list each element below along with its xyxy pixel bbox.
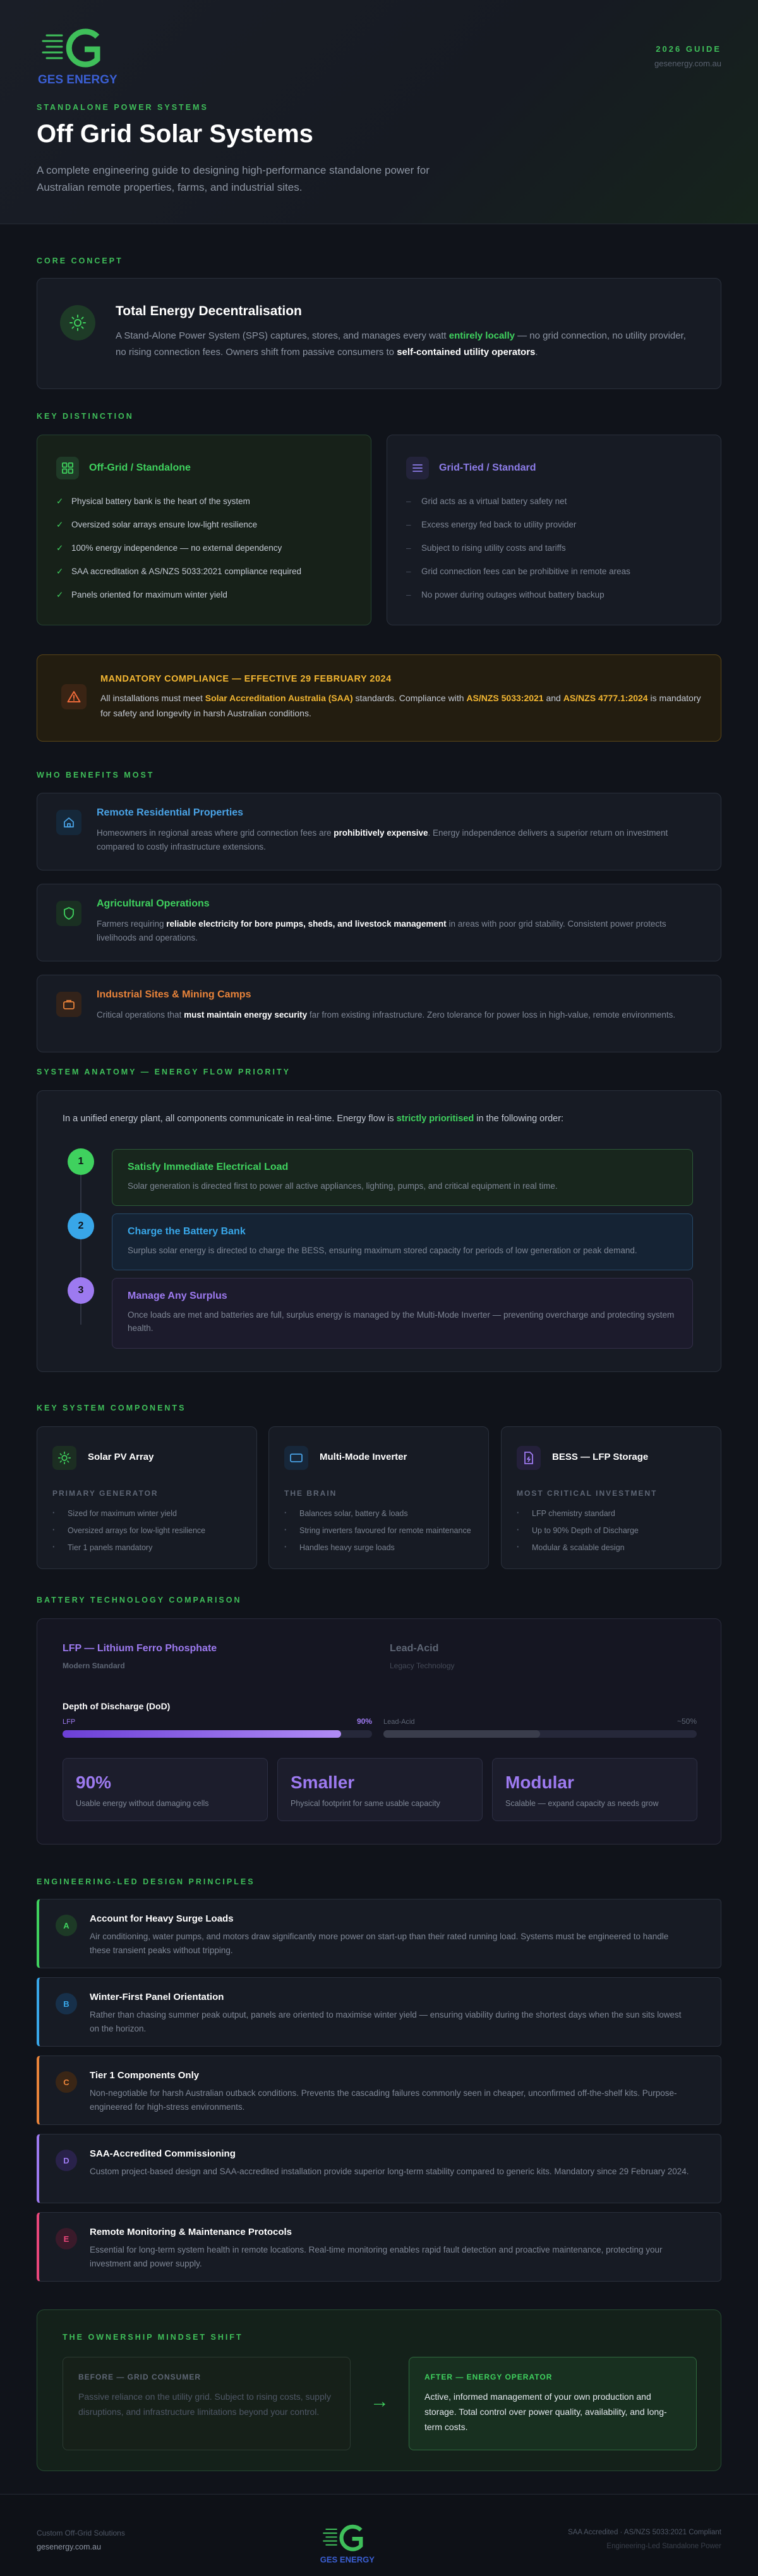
hero-subtitle: A complete engineering guide to designing high-performance standalone power for Australian remote properties, farms, and industrial sites. <box>37 164 430 193</box>
footer-logo[interactable] <box>319 2522 376 2564</box>
benefit-desc: Critical operations that must maintain energy security far from existing infrastructure. Zero tolerance for power loss in high-value, remote environments. <box>97 1010 676 1020</box>
component-title: Multi-Mode Inverter <box>320 1452 407 1462</box>
benefits-list <box>37 793 721 1053</box>
list-item: · Balances solar, battery & loads <box>284 1508 474 1519</box>
before-panel <box>63 2357 351 2450</box>
list-item: – Subject to rising utility costs and tariffs <box>406 543 709 554</box>
component-list <box>52 1508 242 1559</box>
stat-card <box>63 1758 268 1821</box>
list-item: ✓ SAA accreditation & AS/NZS 5033:2021 compliance required <box>56 566 359 577</box>
benefits-kicker: WHO BENEFITS MOST <box>37 771 155 779</box>
lfp-subtitle: Modern Standard <box>63 1661 125 1670</box>
ongrid-card <box>387 435 721 625</box>
component-title: BESS — LFP Storage <box>552 1452 649 1462</box>
component-role: MOST CRITICAL INVESTMENT <box>517 1489 658 1498</box>
benefit-desc: Farmers requiring reliable electricity for bore pumps, sheds, and livestock management in areas with poor grid stability. Consistent power protects livelihoods and operations. <box>97 919 666 942</box>
principle-letter: E <box>56 2228 77 2249</box>
list-icon <box>406 457 429 479</box>
anatomy-intro: In a unified energy plant, all components communicate in real-time. Energy flow is strictly prioritised in the following order: <box>63 1114 564 1124</box>
footer-accreditation: SAA Accredited · AS/NZS 5033:2021 Compliant <box>568 2529 721 2536</box>
brand-name: GES ENERGY <box>38 73 117 86</box>
principle-letter: C <box>56 2071 77 2093</box>
principle-desc: Essential for long-term system health in remote locations. Real-time monitoring enables rapid fault detection and proactive maintenance, protecting your investment and power supply. <box>90 2245 663 2268</box>
after-title: AFTER — ENERGY OPERATOR <box>424 2373 553 2381</box>
step-desc: Surplus solar energy is directed to charge the BESS, ensuring maximum stored capacity for periods of low generation or peak demand. <box>128 1246 637 1255</box>
ongrid-list <box>406 496 709 613</box>
warning-icon <box>61 684 87 709</box>
core-text: A Stand-Alone Power System (SPS) captures, stores, and manages every watt entirely locally — no grid connection, no utility provider, no rising connection fees. Owners shift from passive consumers to self-contained utility operators. <box>116 330 686 358</box>
stat-card <box>492 1758 697 1821</box>
component-title: Solar PV Array <box>88 1452 154 1462</box>
footer-site-link[interactable]: gesenergy.com.au <box>37 2543 101 2551</box>
footer-brand: GES ENERGY <box>320 2555 375 2564</box>
battery-icon <box>517 1446 541 1470</box>
stat-value: Modular <box>505 1773 574 1792</box>
leadacid-bar-value: ~50% <box>677 1717 697 1726</box>
principle-desc: Air conditioning, water pumps, and motors draw significantly more power on start-up than their rated running load. Systems must be engineered to handle these transient peaks without tripping. <box>90 1932 669 1955</box>
step-number: 1 <box>68 1148 94 1175</box>
principle-title: SAA-Accredited Commissioning <box>90 2148 236 2159</box>
distinction-kicker: KEY DISTINCTION <box>37 412 134 421</box>
leadacid-title: Lead-Acid <box>390 1643 439 1654</box>
leadacid-bar-fill <box>383 1730 540 1738</box>
list-item: – Grid connection fees can be prohibitive in remote areas <box>406 566 709 577</box>
benefit-title: Agricultural Operations <box>97 898 210 909</box>
mindset-card <box>37 2309 721 2471</box>
home-icon <box>56 810 81 835</box>
inverter-icon <box>284 1446 308 1470</box>
component-solar-array <box>37 1426 257 1569</box>
flow-step-2 <box>112 1213 693 1270</box>
benefit-desc: Homeowners in regional areas where grid connection fees are prohibitively expensive. Energy independence delivers a superior return on investment compared to costly infrastructure extensions. <box>97 828 668 852</box>
stat-card <box>277 1758 483 1821</box>
stat-label: Scalable — expand capacity as needs grow <box>505 1799 659 1808</box>
list-item: – Grid acts as a virtual battery safety net <box>406 496 709 507</box>
benefit-industrial <box>37 975 721 1052</box>
stat-label: Usable energy without damaging cells <box>76 1799 209 1808</box>
stat-value: 90% <box>76 1773 112 1792</box>
step-title: Manage Any Surplus <box>128 1291 227 1301</box>
lfp-bar-label: LFP <box>63 1718 76 1726</box>
core-kicker: CORE CONCEPT <box>37 256 123 265</box>
guide-info <box>654 44 721 68</box>
list-item: · LFP chemistry standard <box>517 1508 706 1519</box>
list-item: · Oversized arrays for low-light resilience <box>52 1525 242 1536</box>
leadacid-bar-label: Lead-Acid <box>383 1718 415 1726</box>
principle-b <box>37 1977 721 2047</box>
principle-desc: Custom project-based design and SAA-accredited installation provide superior long-term stability compared to generic kits. Mandatory since 29 February 2024. <box>90 2167 689 2176</box>
lfp-bar-track <box>63 1730 372 1738</box>
page-title: Off Grid Solar Systems <box>37 120 313 148</box>
step-number: 3 <box>68 1277 94 1304</box>
offgrid-list <box>56 496 359 613</box>
lfp-bar-value: 90% <box>356 1717 372 1726</box>
benefit-residential <box>37 793 721 870</box>
list-item: · Modular & scalable design <box>517 1542 706 1553</box>
stat-value: Smaller <box>291 1773 355 1792</box>
principles-list <box>37 1899 721 2284</box>
ges-energy-logo[interactable] <box>37 25 119 86</box>
step-title: Satisfy Immediate Electrical Load <box>128 1162 289 1172</box>
shield-icon <box>56 901 81 926</box>
list-item: · Handles heavy surge loads <box>284 1542 474 1553</box>
footer-tagline: Custom Off-Grid Solutions <box>37 2529 125 2537</box>
battery-kicker: BATTERY TECHNOLOGY COMPARISON <box>37 1596 242 1604</box>
flow-step-1 <box>112 1149 693 1206</box>
hero-header <box>0 0 758 224</box>
stat-label: Physical footprint for same usable capacity <box>291 1799 440 1808</box>
mindset-kicker: THE OWNERSHIP MINDSET SHIFT <box>63 2333 243 2342</box>
benefit-title: Industrial Sites & Mining Camps <box>97 989 251 1000</box>
component-bess <box>501 1426 721 1569</box>
guide-year: 2026 GUIDE <box>656 44 721 54</box>
lfp-title: LFP — Lithium Ferro Phosphate <box>63 1643 217 1654</box>
principles-kicker: ENGINEERING-LED DESIGN PRINCIPLES <box>37 1877 255 1886</box>
ongrid-title: Grid-Tied / Standard <box>439 462 536 473</box>
compliance-banner <box>37 654 721 742</box>
component-list <box>284 1508 474 1559</box>
hero-kicker: STANDALONE POWER SYSTEMS <box>37 103 208 112</box>
step-desc: Solar generation is directed first to power all active appliances, lighting, pumps, and critical equipment in real time. <box>128 1181 558 1191</box>
step-number: 2 <box>68 1213 94 1239</box>
principle-title: Account for Heavy Surge Loads <box>90 1913 234 1924</box>
principle-desc: Non-negotiable for harsh Australian outback conditions. Prevents the cascading failures commonly seen in cheaper, unconfirmed off-the-shelf kits. Purpose-engineered for high-stress environments. <box>90 2088 677 2112</box>
list-item: · String inverters favoured for remote maintenance <box>284 1525 474 1536</box>
after-panel <box>409 2357 697 2450</box>
before-text: Passive reliance on the utility grid. Subject to rising costs, supply disruptions, and infrastructure limitations beyond your control. <box>78 2392 331 2417</box>
battery-comparison-card <box>37 1618 721 1845</box>
principle-d <box>37 2134 721 2203</box>
lfp-bar-fill <box>63 1730 341 1738</box>
step-desc: Once loads are met and batteries are full, surplus energy is managed by the Multi-Mode Inverter — preventing overcharge and protecting system health. <box>128 1310 675 1333</box>
list-item: ✓ 100% energy independence — no external dependency <box>56 543 359 554</box>
list-item: ✓ Oversized solar arrays ensure low-light resilience <box>56 519 359 531</box>
offgrid-card <box>37 435 371 625</box>
leadacid-bar-track <box>383 1730 697 1738</box>
principle-e <box>37 2212 721 2282</box>
sun-icon <box>60 305 95 340</box>
core-concept-card <box>37 278 721 389</box>
grid-icon <box>56 457 79 479</box>
list-item: ✓ Panels oriented for maximum winter yield <box>56 589 359 601</box>
principle-letter: B <box>56 1993 77 2014</box>
component-role: THE BRAIN <box>284 1489 337 1498</box>
principle-letter: D <box>56 2150 77 2171</box>
component-inverter <box>268 1426 489 1569</box>
components-row <box>37 1426 721 1569</box>
list-item: ✓ Physical battery bank is the heart of the system <box>56 496 359 507</box>
list-item: · Tier 1 panels mandatory <box>52 1542 242 1553</box>
component-role: PRIMARY GENERATOR <box>52 1489 159 1498</box>
principle-title: Remote Monitoring & Maintenance Protocols <box>90 2227 292 2237</box>
components-kicker: KEY SYSTEM COMPONENTS <box>37 1404 186 1412</box>
list-item: · Sized for maximum winter yield <box>52 1508 242 1519</box>
list-item: – Excess energy fed back to utility provider <box>406 519 709 531</box>
footer <box>0 2494 758 2576</box>
site-link[interactable]: gesenergy.com.au <box>654 59 721 68</box>
offgrid-title: Off-Grid / Standalone <box>89 462 191 473</box>
sun-icon <box>52 1446 76 1470</box>
anatomy-kicker: SYSTEM ANATOMY — ENERGY FLOW PRIORITY <box>37 1068 291 1076</box>
energy-flow-card <box>37 1090 721 1372</box>
benefit-agricultural <box>37 884 721 961</box>
principle-a <box>37 1899 721 1968</box>
principle-letter: A <box>56 1915 77 1936</box>
arrow-right-icon: → <box>370 2391 389 2412</box>
leadacid-subtitle: Legacy Technology <box>390 1661 455 1670</box>
list-item: – No power during outages without battery backup <box>406 589 709 601</box>
list-item: · Up to 90% Depth of Discharge <box>517 1525 706 1536</box>
step-title: Charge the Battery Bank <box>128 1226 246 1237</box>
compliance-title: MANDATORY COMPLIANCE — EFFECTIVE 29 FEBRUARY 2024 <box>100 674 392 684</box>
before-title: BEFORE — GRID CONSUMER <box>78 2373 202 2381</box>
dod-label: Depth of Discharge (DoD) <box>63 1701 171 1711</box>
core-title: Total Energy Decentralisation <box>116 304 302 318</box>
component-list <box>517 1508 706 1559</box>
principle-title: Tier 1 Components Only <box>90 2070 200 2081</box>
after-text: Active, informed management of your own production and storage. Total control over power quality, availability, and long-term costs. <box>424 2392 667 2432</box>
principle-desc: Rather than chasing summer peak output, panels are oriented to maximise winter yield — ensuring viability during the shortest days when the sun sits lowest on the horizon. <box>90 2010 682 2033</box>
compliance-text: All installations must meet Solar Accreditation Australia (SAA) standards. Compliance with AS/NZS 5033:2021 and AS/NZS 4777.1:2024 is mandatory for safety and longevity in harsh Australian conditions. <box>100 693 701 718</box>
footer-slogan: Engineering-Led Standalone Power <box>606 2543 721 2550</box>
principle-title: Winter-First Panel Orientation <box>90 1992 224 2002</box>
principle-c <box>37 2055 721 2125</box>
benefit-title: Remote Residential Properties <box>97 807 244 818</box>
briefcase-icon <box>56 992 81 1017</box>
flow-step-3 <box>112 1278 693 1349</box>
